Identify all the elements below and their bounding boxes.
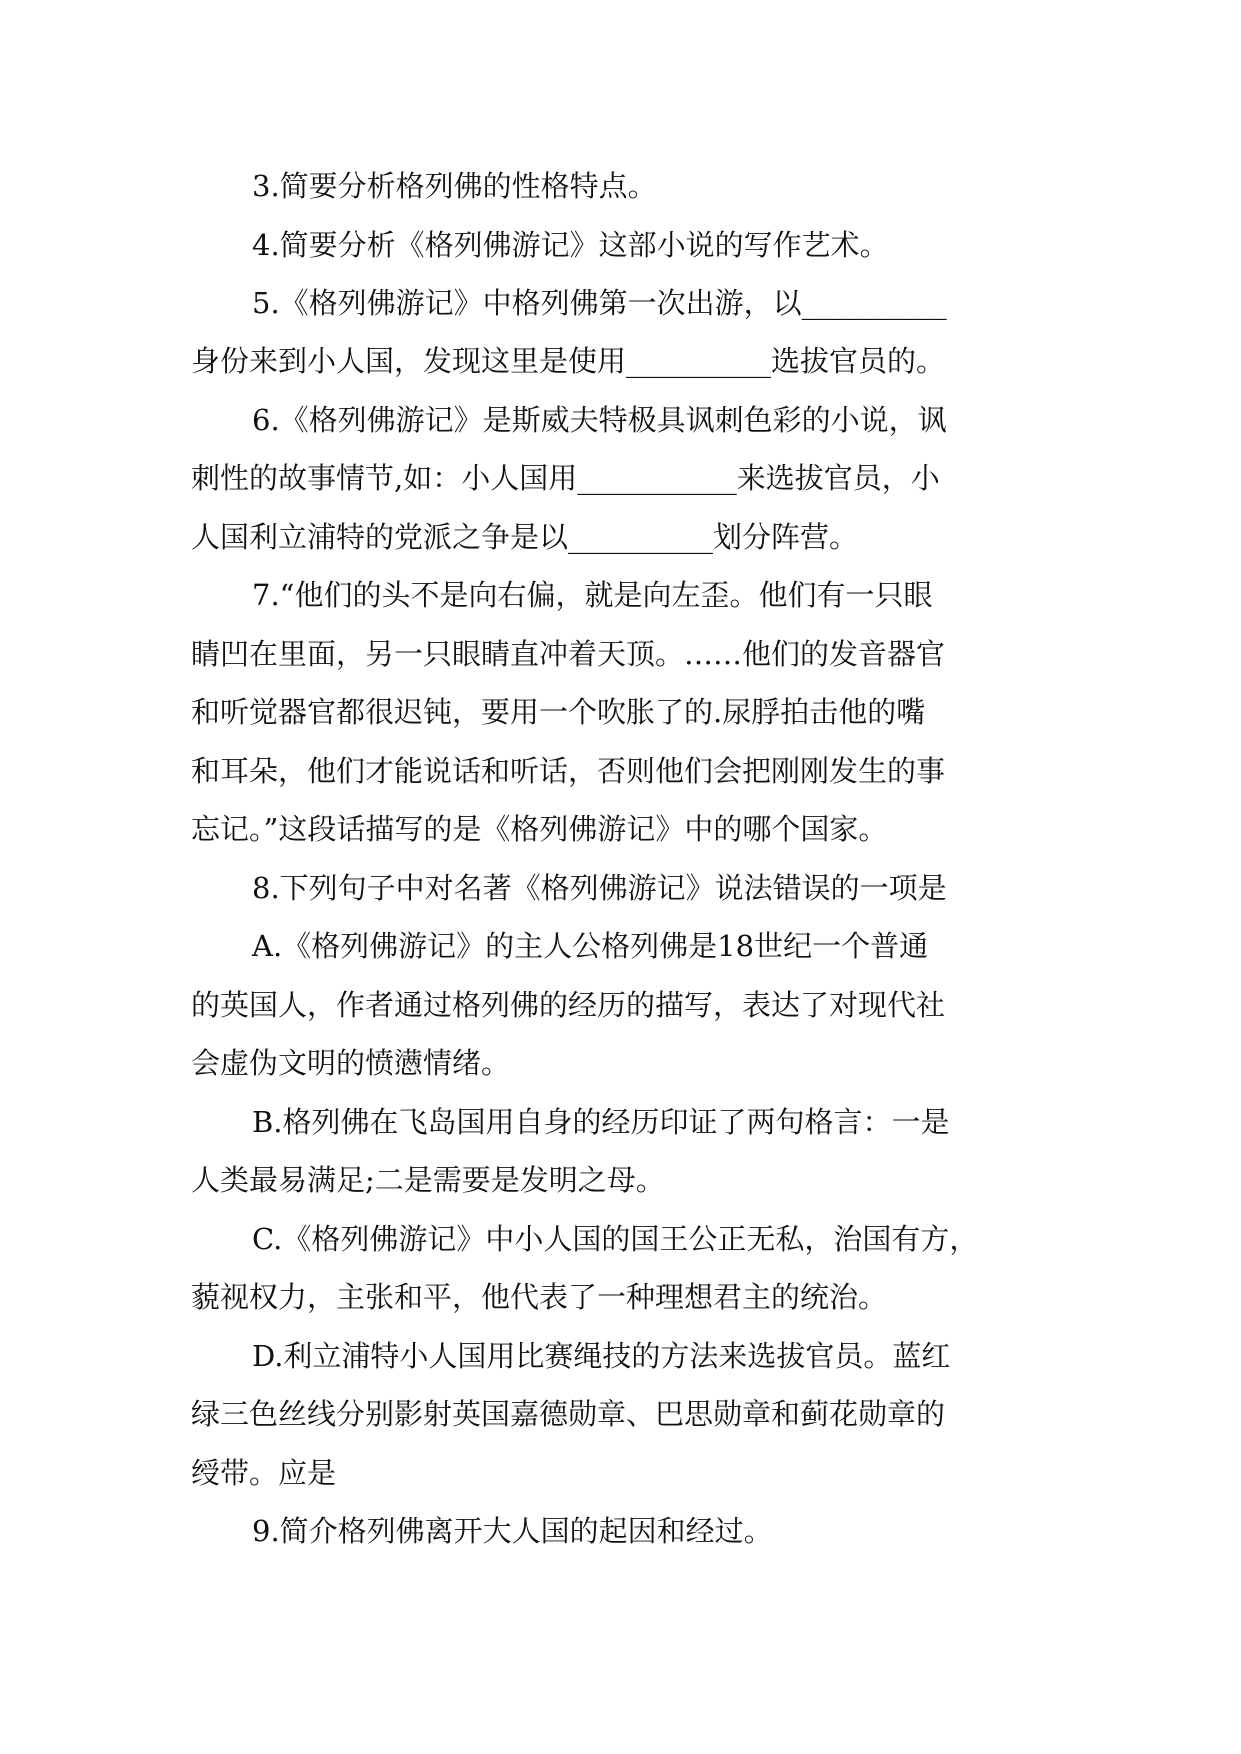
text-line: 5.《格列佛游记》中格列佛第一次出游，以__________ — [252, 286, 947, 320]
text-line: 绶带。应是 — [191, 1456, 337, 1490]
text-line: 9.简介格列佛离开大人国的起因和经过。 — [252, 1514, 773, 1548]
option-c — [0, 1209, 1241, 1269]
question-3 — [0, 156, 1241, 216]
question-7 — [0, 565, 1241, 625]
text-line: 睛凹在里面，另一只眼睛直冲着天顶。……他们的发音器官 — [191, 637, 946, 671]
question-7-continued — [0, 624, 1241, 684]
question-5-continued — [0, 331, 1241, 391]
text-line: 绿三色丝线分别影射英国嘉德勋章、巴思勋章和蓟花勋章的 — [191, 1397, 946, 1431]
option-a-continued — [0, 975, 1241, 1035]
text-line: 会虚伪文明的愤懑情绪。 — [191, 1046, 511, 1080]
text-line: 3.简要分析格列佛的性格特点。 — [252, 169, 657, 203]
text-line: 和听觉器官都很迟钝，要用一个吹胀了的.尿脬拍击他的嘴 — [191, 695, 926, 729]
text-line: 的英国人，作者通过格列佛的经历的描写，表达了对现代社 — [191, 988, 946, 1022]
question-6-continued — [0, 507, 1241, 567]
question-7-continued — [0, 741, 1241, 801]
text-line: B.格列佛在飞岛国用自身的经历印证了两句格言：一是 — [252, 1105, 950, 1139]
text-line: 和耳朵，他们才能说话和听话，否则他们会把刚刚发生的事 — [191, 754, 946, 788]
question-4 — [0, 215, 1241, 275]
question-9 — [0, 1501, 1241, 1561]
text-line: 身份来到小人国，发现这里是使用__________选拔官员的。 — [191, 344, 946, 378]
text-line: 7.“他们的头不是向右偏，就是向左歪。他们有一只眼 — [252, 578, 933, 612]
option-c-continued — [0, 1267, 1241, 1327]
question-8 — [0, 858, 1241, 918]
option-b — [0, 1092, 1241, 1152]
question-6-continued — [0, 448, 1241, 508]
text-line: 忘记。”这段话描写的是《格列佛游记》中的哪个国家。 — [191, 812, 888, 846]
text-line: 8.下列句子中对名著《格列佛游记》说法错误的一项是 — [252, 871, 947, 905]
option-b-continued — [0, 1150, 1241, 1210]
text-line: 人类最易满足;二是需要是发明之母。 — [191, 1163, 665, 1197]
option-d — [0, 1326, 1241, 1386]
text-line: 藐视权力，主张和平，他代表了一种理想君主的统治。 — [191, 1280, 888, 1314]
option-d-continued — [0, 1384, 1241, 1444]
option-a — [0, 916, 1241, 976]
question-6 — [0, 390, 1241, 450]
question-7-continued — [0, 799, 1241, 859]
question-5 — [0, 273, 1241, 333]
text-line: 人国利立浦特的党派之争是以__________划分阵营。 — [191, 520, 859, 554]
option-d-continued — [0, 1443, 1241, 1503]
option-a-continued — [0, 1033, 1241, 1093]
text-line: 刺性的故事情节,如：小人国用___________来选拔官员，小 — [191, 461, 940, 495]
text-line: D.利立浦特小人国用比赛绳技的方法来选拔官员。蓝红 — [252, 1339, 951, 1373]
text-line: C.《格列佛游记》中小人国的国王公正无私，治国有方， — [252, 1222, 979, 1256]
question-7-continued — [0, 682, 1241, 742]
text-line: A.《格列佛游记》的主人公格列佛是18世纪一个普通 — [252, 929, 929, 963]
text-line: 6.《格列佛游记》是斯威夫特极具讽刺色彩的小说，讽 — [252, 403, 947, 437]
text-line: 4.简要分析《格列佛游记》这部小说的写作艺术。 — [252, 228, 889, 262]
